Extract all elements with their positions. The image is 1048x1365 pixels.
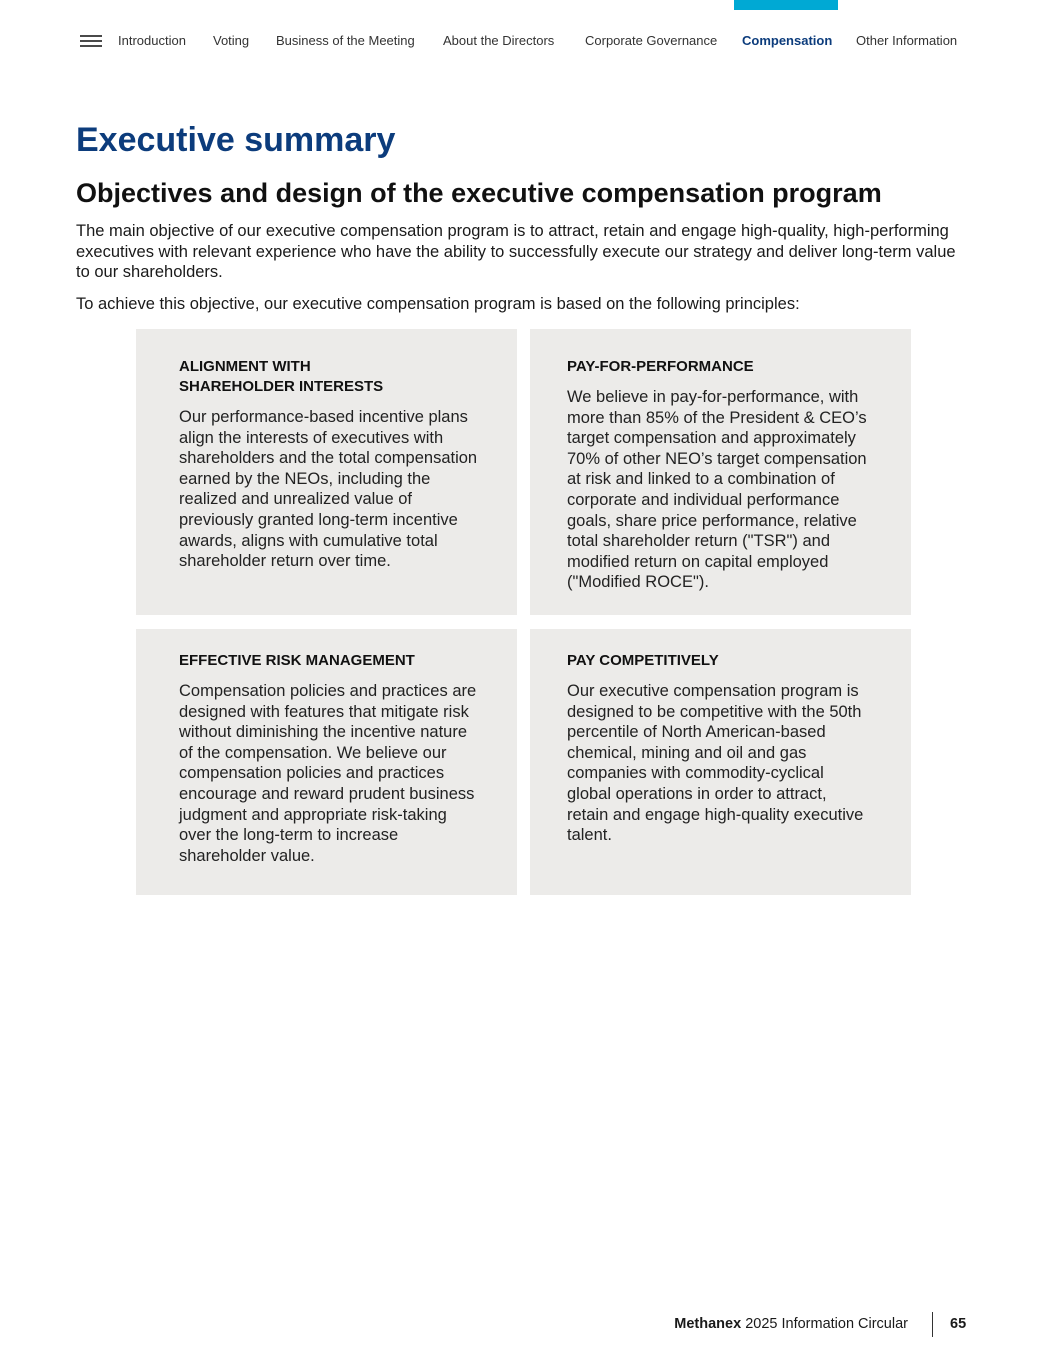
active-tab-indicator (734, 0, 838, 10)
intro-paragraph: To achieve this objective, our executive compensation program is based on the following principles: (76, 294, 800, 313)
principle-heading: PAY-FOR-PERFORMANCE (567, 358, 754, 375)
principle-heading: PAY COMPETITIVELY (567, 652, 719, 669)
footer-brand: Methanex (674, 1316, 742, 1332)
page-number: 65 (950, 1316, 967, 1332)
intro-paragraph: The main objective of our executive compensation program is to attract, retain and engage high-quality, high-performing executives with relevant experience who have the ability to successfully execute our strategy and deliver long-term value to our shareholders. (76, 222, 956, 282)
nav-tab-introduction[interactable]: Introduction (118, 33, 186, 48)
footer-document-title (674, 1314, 908, 1334)
principle-heading: ALIGNMENT WITH SHAREHOLDER INTERESTS (179, 358, 384, 395)
nav-tab-corporate-governance[interactable]: Corporate Governance (585, 33, 718, 48)
nav-tab-compensation[interactable]: Compensation (742, 33, 833, 48)
hamburger-bar (80, 35, 102, 37)
nav-tab-other-information[interactable]: Other Information (856, 33, 958, 48)
principle-card-pay-for-performance (530, 329, 911, 615)
footer-document-name: 2025 Information Circular (745, 1316, 908, 1332)
hamburger-bar (80, 40, 102, 42)
footer-divider (932, 1312, 933, 1337)
hamburger-bar (80, 45, 102, 47)
principles-grid (136, 329, 911, 895)
principle-body: Our performance-based incentive plans align the interests of executives with shareholders and the total compensation earned by the NEOs, including the realized and unrealized value of previously granted long-term incentive awards, aligns with cumulative total shareholder return over time. (179, 408, 478, 571)
intro-text (76, 221, 972, 325)
section-heading: Objectives and design of the executive compensation program (76, 178, 882, 208)
principle-card-risk-management (136, 629, 517, 895)
principle-card-alignment (136, 329, 517, 615)
principle-body: We believe in pay-for-performance, with more than 85% of the President & CEO’s target compensation and approximately 70% of other NEO’s target compensation at risk and linked to a combination of corporate and individual performance goals, share price performance, relative total shareholder return ("TSR") and modified return on capital employed ("Modified ROCE"). (567, 388, 867, 592)
nav-tab-business-of-the-meeting[interactable]: Business of the Meeting (276, 33, 415, 48)
principle-body: Our executive compensation program is designed to be competitive with the 50th percentile of North American-based chemical, mining and oil and gas companies with commodity-cyclical global operations in order to attract, retain and engage high-quality executive talent. (567, 682, 864, 845)
hamburger-menu-icon[interactable] (80, 33, 103, 49)
nav-tab-voting[interactable]: Voting (213, 33, 250, 48)
page-title: Executive summary (76, 121, 396, 159)
nav-tab-about-the-directors[interactable]: About the Directors (443, 33, 555, 48)
principle-card-pay-competitively (530, 629, 911, 895)
principle-heading: EFFECTIVE RISK MANAGEMENT (179, 652, 415, 669)
principle-body: Compensation policies and practices are designed with features that mitigate risk without diminishing the incentive nature of the compensation. We believe our compensation policies and practices encourage and reward prudent business judgment and appropriate risk-taking over the long-term to increase shareholder value. (179, 682, 477, 865)
